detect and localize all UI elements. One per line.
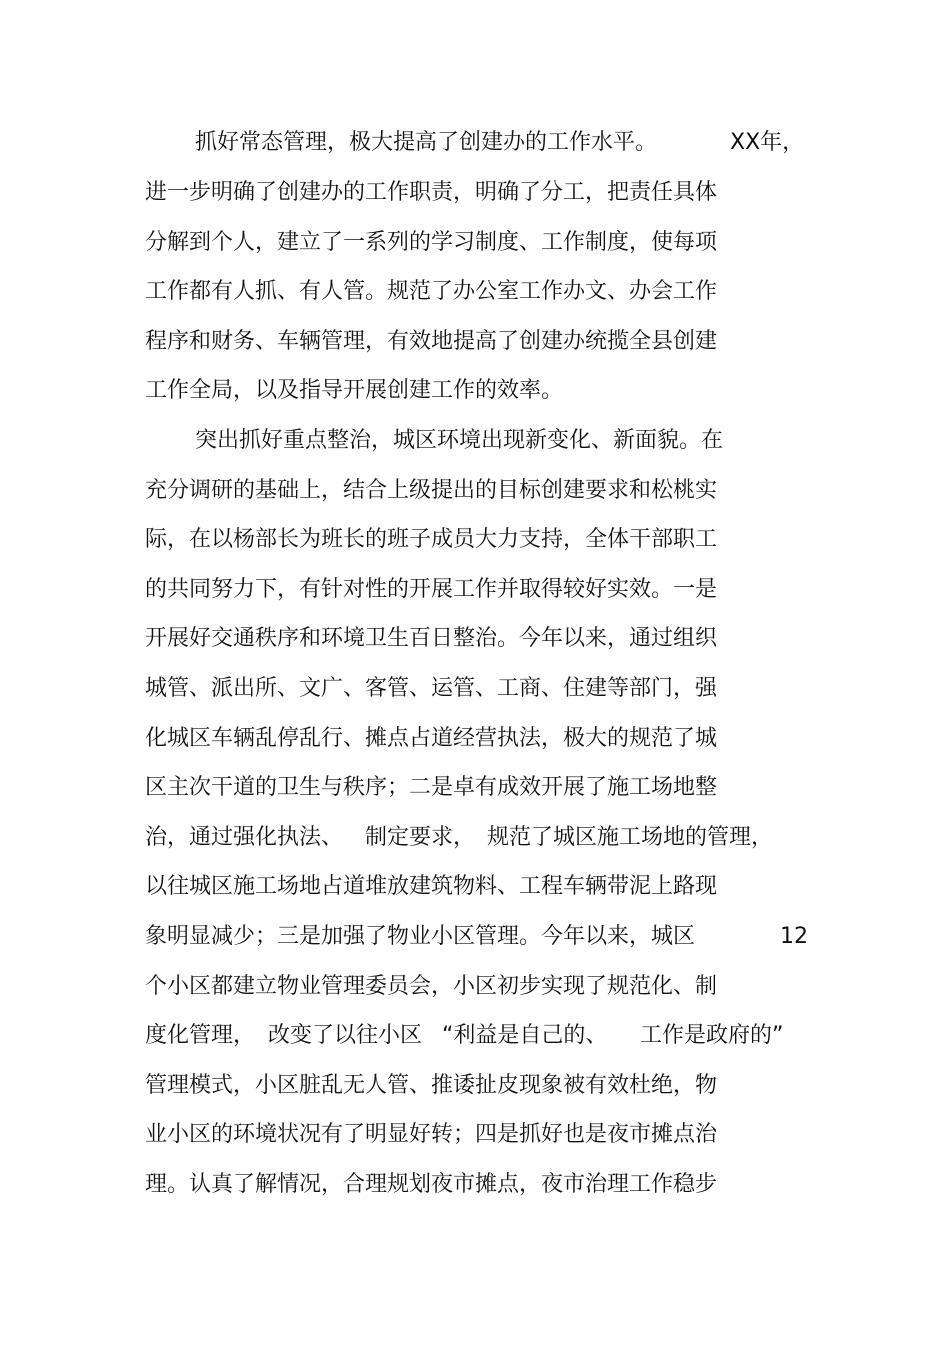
text-segment: 理。认真了解情况，合理规划夜市摊点，夜市治理工作稳步 [145,1172,718,1197]
text-segment: 际，在以杨部长为班长的班子成员大力支持，全体干部职工 [145,527,718,552]
text-segment: 抓好常态管理，极大提高了创建办的工作水平。 [195,130,658,155]
text-line [0,123,950,163]
text-line [0,768,950,808]
text-line [0,570,950,610]
text-line [0,421,950,461]
text-line [0,867,950,907]
text-line [0,967,950,1007]
text-line [0,619,950,659]
text-segment: 改变了以往小区 [268,1023,423,1048]
text-line [0,173,950,213]
text-segment: 工作是政府的” [640,1023,784,1048]
text-segment: 充分调研的基础上，结合上级提出的目标创建要求和松桃实 [145,478,718,503]
text-line [0,1165,950,1205]
text-segment: 工作都有人抓、有人管。规范了办公室工作办文、办会工作 [145,279,718,304]
text-segment: 治，通过强化执法、 [145,825,344,850]
text-segment: 分解到个人，建立了一系列的学习制度、工作制度，使每项 [145,230,718,255]
text-line [0,1016,950,1056]
text-segment: 以往城区施工场地占道堆放建筑物料、工程车辆带泥上路现 [145,874,718,899]
text-segment: 程序和财务、车辆管理，有效地提高了创建办统揽全县创建 [145,329,718,354]
text-segment: “利益是自己的、 [442,1023,608,1048]
text-line [0,272,950,312]
text-segment: 管理模式，小区脏乱无人管、推诿扯皮现象被有效杜绝，物 [145,1073,718,1098]
text-segment: 个小区都建立物业管理委员会，小区初步实现了规范化、制 [145,974,718,999]
text-line [0,471,950,511]
text-line [0,520,950,560]
text-line [0,669,950,709]
text-segment: XX年， [730,130,805,155]
text-line [0,818,950,858]
text-segment: 的共同努力下，有针对性的开展工作并取得较好实效。一是 [145,577,718,602]
text-segment: 城管、派出所、文广、客管、运管、工商、住建等部门，强 [145,676,718,701]
text-segment: 度化管理， [145,1023,256,1048]
text-line [0,719,950,759]
text-segment: 象明显减少；三是加强了物业小区管理。今年以来，城区 [145,924,696,949]
text-segment: 12 [780,924,808,949]
text-segment: 工作全局，以及指导开展创建工作的效率。 [145,378,564,403]
text-line [0,1115,950,1155]
text-line [0,223,950,263]
text-segment: 制定要求， [365,825,476,850]
text-line [0,322,950,362]
text-line [0,371,950,411]
text-segment: 突出抓好重点整治，城区环境出现新变化、新面貌。在 [195,428,724,453]
text-line [0,917,950,957]
text-segment: 规范了城区施工场地的管理， [487,825,774,850]
text-segment: 进一步明确了创建办的工作职责，明确了分工，把责任具体 [145,180,718,205]
text-segment: 开展好交通秩序和环境卫生百日整治。今年以来，通过组织 [145,626,718,651]
text-line [0,1066,950,1106]
text-segment: 化城区车辆乱停乱行、摊点占道经营执法，极大的规范了城 [145,726,718,751]
text-segment: 区主次干道的卫生与秩序；二是卓有成效开展了施工场地整 [145,775,718,800]
text-segment: 业小区的环境状况有了明显好转；四是抓好也是夜市摊点治 [145,1122,718,1147]
